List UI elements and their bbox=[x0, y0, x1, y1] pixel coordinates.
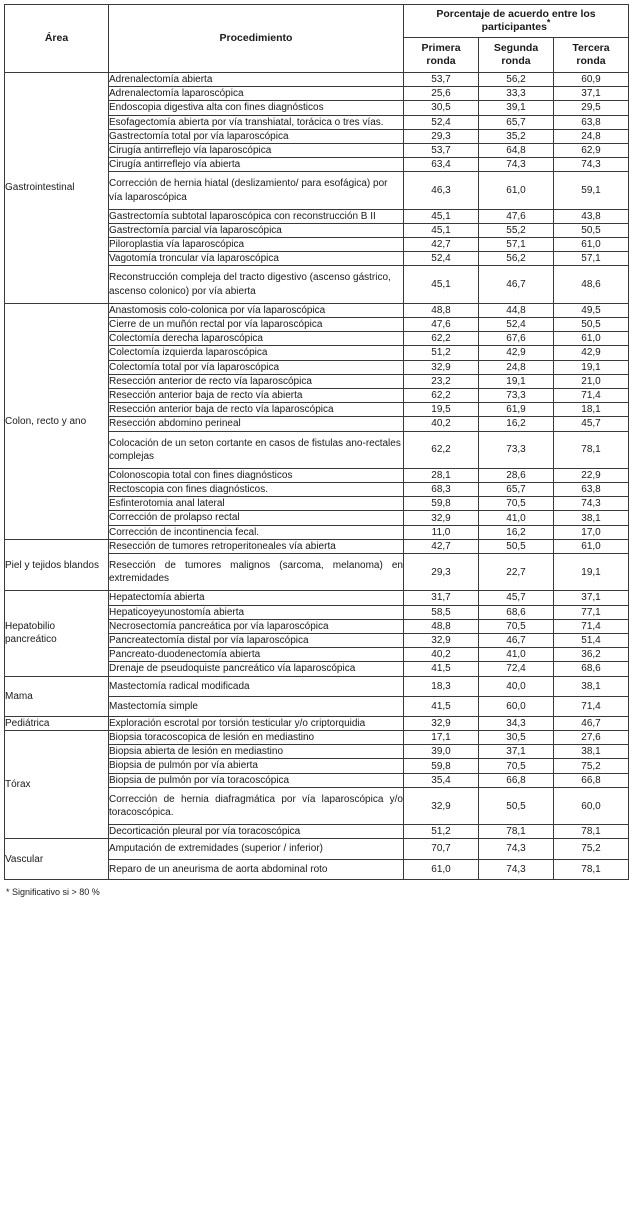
column-header-round-1 bbox=[404, 38, 479, 73]
round-3-value-cell: 63,8 bbox=[554, 483, 629, 497]
round-3-value-cell: 37,1 bbox=[554, 591, 629, 605]
procedure-cell: Rectoscopia con fines diagnósticos. bbox=[109, 483, 404, 497]
round-3-value-cell: 50,5 bbox=[554, 318, 629, 332]
round-1-value-cell: 45,1 bbox=[404, 209, 479, 223]
round-3-value-cell: 37,1 bbox=[554, 87, 629, 101]
procedure-cell: Pancreatectomía distal por vía laparoscópica bbox=[109, 633, 404, 647]
round-3-value-cell: 38,1 bbox=[554, 676, 629, 696]
table-row bbox=[5, 591, 629, 605]
round-2-value-cell: 70,5 bbox=[479, 759, 554, 773]
group-header-text: Porcentaje de acuerdo entre los participantes bbox=[436, 7, 596, 33]
procedure-cell: Anastomosis colo-colonica por vía laparoscópica bbox=[109, 303, 404, 317]
round-2-value-cell: 30,5 bbox=[479, 731, 554, 745]
procedure-cell: Resección anterior de recto vía laparoscópica bbox=[109, 374, 404, 388]
round-3-value-cell: 68,6 bbox=[554, 662, 629, 676]
round-3-value-cell: 75,2 bbox=[554, 839, 629, 859]
round-2-value-cell: 74,3 bbox=[479, 158, 554, 172]
round-2-value-cell: 73,3 bbox=[479, 388, 554, 402]
round-3-value-cell: 78,1 bbox=[554, 431, 629, 468]
round-2-value-cell: 50,5 bbox=[479, 539, 554, 553]
round-1-value-cell: 30,5 bbox=[404, 101, 479, 115]
round-2-value-cell: 42,9 bbox=[479, 346, 554, 360]
round-2-value-cell: 47,6 bbox=[479, 209, 554, 223]
round-1-value-cell: 32,9 bbox=[404, 716, 479, 730]
round-2-value-cell: 70,5 bbox=[479, 619, 554, 633]
table-body bbox=[5, 73, 629, 880]
round-1-value-cell: 61,0 bbox=[404, 859, 479, 879]
area-cell: Colon, recto y ano bbox=[5, 303, 109, 539]
round-2-value-cell: 44,8 bbox=[479, 303, 554, 317]
procedure-cell: Resección anterior baja de recto vía abierta bbox=[109, 388, 404, 402]
round-3-value-cell: 77,1 bbox=[554, 605, 629, 619]
round-2-value-cell: 65,7 bbox=[479, 483, 554, 497]
round-1-value-cell: 47,6 bbox=[404, 318, 479, 332]
round-3-value-cell: 71,4 bbox=[554, 619, 629, 633]
round-2-value-cell: 73,3 bbox=[479, 431, 554, 468]
table-row bbox=[5, 676, 629, 696]
round-2-value-cell: 72,4 bbox=[479, 662, 554, 676]
round-3-value-cell: 50,5 bbox=[554, 223, 629, 237]
round-2-value-cell: 70,5 bbox=[479, 497, 554, 511]
procedure-cell: Vagotomía troncular vía laparoscópica bbox=[109, 252, 404, 266]
round-1-value-cell: 68,3 bbox=[404, 483, 479, 497]
round-3-value-cell: 59,1 bbox=[554, 172, 629, 209]
round-1-value-cell: 46,3 bbox=[404, 172, 479, 209]
round-2-value-cell: 40,0 bbox=[479, 676, 554, 696]
area-cell: Hepatobilio pancreático bbox=[5, 591, 109, 676]
area-cell: Piel y tejidos blandos bbox=[5, 539, 109, 591]
round-2-value-cell: 46,7 bbox=[479, 266, 554, 303]
round-2-value-cell: 61,9 bbox=[479, 403, 554, 417]
round-2-value-cell: 28,6 bbox=[479, 468, 554, 482]
procedure-cell: Hepaticoyeyunostomía abierta bbox=[109, 605, 404, 619]
round-3-value-cell: 60,9 bbox=[554, 73, 629, 87]
round-1-value-cell: 63,4 bbox=[404, 158, 479, 172]
column-header-round-2 bbox=[479, 38, 554, 73]
column-header-area: Área bbox=[5, 5, 109, 73]
round-1-value-cell: 29,3 bbox=[404, 129, 479, 143]
round-3-value-cell: 42,9 bbox=[554, 346, 629, 360]
round-1-line-1: Primera bbox=[421, 41, 461, 54]
round-1-value-cell: 59,8 bbox=[404, 497, 479, 511]
table-header bbox=[5, 5, 629, 73]
table-row bbox=[5, 716, 629, 730]
area-cell: Tórax bbox=[5, 731, 109, 839]
procedure-cell: Colectomía total por vía laparoscópica bbox=[109, 360, 404, 374]
round-3-value-cell: 71,4 bbox=[554, 388, 629, 402]
round-2-value-cell: 34,3 bbox=[479, 716, 554, 730]
procedure-cell: Biopsia de pulmón por vía toracoscópica bbox=[109, 773, 404, 787]
group-header-asterisk: * bbox=[546, 17, 551, 28]
round-2-value-cell: 22,7 bbox=[479, 554, 554, 591]
procedure-cell: Adrenalectomía laparoscópica bbox=[109, 87, 404, 101]
procedure-cell: Hepatectomía abierta bbox=[109, 591, 404, 605]
round-1-value-cell: 32,9 bbox=[404, 633, 479, 647]
procedure-cell: Corrección de prolapso rectal bbox=[109, 511, 404, 525]
round-3-value-cell: 60,0 bbox=[554, 787, 629, 824]
procedure-cell: Piloroplastia vía laparoscópica bbox=[109, 238, 404, 252]
round-3-value-cell: 66,8 bbox=[554, 773, 629, 787]
round-2-value-cell: 41,0 bbox=[479, 511, 554, 525]
round-3-value-cell: 62,9 bbox=[554, 143, 629, 157]
procedure-cell: Biopsia de pulmón por vía abierta bbox=[109, 759, 404, 773]
round-1-value-cell: 53,7 bbox=[404, 143, 479, 157]
round-1-value-cell: 52,4 bbox=[404, 115, 479, 129]
round-3-value-cell: 24,8 bbox=[554, 129, 629, 143]
header-row-top bbox=[5, 5, 629, 38]
procedure-cell: Corrección de hernia hiatal (deslizamiento/ para esofágica) por vía laparoscópica bbox=[109, 172, 404, 209]
procedure-cell: Reconstrucción compleja del tracto digestivo (ascenso gástrico, ascenso colonico) por vía abierta bbox=[109, 266, 404, 303]
round-1-value-cell: 40,2 bbox=[404, 417, 479, 431]
round-2-value-cell: 24,8 bbox=[479, 360, 554, 374]
round-1-value-cell: 28,1 bbox=[404, 468, 479, 482]
round-3-line-1: Tercera bbox=[572, 41, 610, 54]
round-3-value-cell: 19,1 bbox=[554, 360, 629, 374]
column-header-round-3 bbox=[554, 38, 629, 73]
table-footnote: * Significativo si > 80 % bbox=[6, 886, 100, 897]
round-2-value-cell: 52,4 bbox=[479, 318, 554, 332]
round-1-value-cell: 70,7 bbox=[404, 839, 479, 859]
round-1-value-cell: 35,4 bbox=[404, 773, 479, 787]
round-1-value-cell: 51,2 bbox=[404, 825, 479, 839]
round-1-value-cell: 32,9 bbox=[404, 360, 479, 374]
procedure-cell: Cirugía antirreflejo vía laparoscópica bbox=[109, 143, 404, 157]
round-1-value-cell: 41,5 bbox=[404, 696, 479, 716]
procedure-cell: Esofagectomía abierta por vía transhiatal, torácica o tres vías. bbox=[109, 115, 404, 129]
round-2-value-cell: 55,2 bbox=[479, 223, 554, 237]
round-2-value-cell: 16,2 bbox=[479, 525, 554, 539]
procedure-cell: Adrenalectomía abierta bbox=[109, 73, 404, 87]
procedure-cell: Necrosectomía pancreática por vía laparoscópica bbox=[109, 619, 404, 633]
procedure-cell: Pancreato-duodenectomía abierta bbox=[109, 648, 404, 662]
procedure-cell: Biopsia abierta de lesión en mediastino bbox=[109, 745, 404, 759]
procedure-cell: Resección de tumores retroperitoneales vía abierta bbox=[109, 539, 404, 553]
table-row bbox=[5, 839, 629, 859]
round-3-value-cell: 63,8 bbox=[554, 115, 629, 129]
round-2-value-cell: 74,3 bbox=[479, 839, 554, 859]
round-1-value-cell: 51,2 bbox=[404, 346, 479, 360]
table-row bbox=[5, 539, 629, 553]
column-header-group-percentage bbox=[404, 5, 629, 38]
round-2-line-1: Segunda bbox=[493, 41, 539, 54]
procedure-cell: Decorticación pleural por vía toracoscópica bbox=[109, 825, 404, 839]
round-1-value-cell: 62,2 bbox=[404, 431, 479, 468]
procedure-cell: Drenaje de pseudoquiste pancreático vía laparoscópica bbox=[109, 662, 404, 676]
round-3-value-cell: 18,1 bbox=[554, 403, 629, 417]
round-1-value-cell: 25,6 bbox=[404, 87, 479, 101]
procedure-cell: Colocación de un seton cortante en casos de fistulas ano-rectales complejas bbox=[109, 431, 404, 468]
round-1-value-cell: 48,8 bbox=[404, 619, 479, 633]
round-2-value-cell: 33,3 bbox=[479, 87, 554, 101]
round-3-value-cell: 27,6 bbox=[554, 731, 629, 745]
procedure-cell: Resección de tumores malignos (sarcoma, melanoma) en extremidades bbox=[109, 554, 404, 591]
round-1-value-cell: 17,1 bbox=[404, 731, 479, 745]
round-1-value-cell: 52,4 bbox=[404, 252, 479, 266]
column-header-procedimiento: Procedimiento bbox=[109, 5, 404, 73]
round-3-value-cell: 78,1 bbox=[554, 825, 629, 839]
procedure-cell: Colectomía derecha laparoscópica bbox=[109, 332, 404, 346]
round-3-value-cell: 29,5 bbox=[554, 101, 629, 115]
procedure-cell: Cierre de un muñón rectal por vía laparoscópica bbox=[109, 318, 404, 332]
round-2-value-cell: 64,8 bbox=[479, 143, 554, 157]
round-2-value-cell: 57,1 bbox=[479, 238, 554, 252]
procedure-cell: Mastectomía radical modificada bbox=[109, 676, 404, 696]
round-3-value-cell: 36,2 bbox=[554, 648, 629, 662]
round-3-value-cell: 22,9 bbox=[554, 468, 629, 482]
procedure-cell: Resección abdomino perineal bbox=[109, 417, 404, 431]
round-2-value-cell: 37,1 bbox=[479, 745, 554, 759]
procedure-cell: Amputación de extremidades (superior / inferior) bbox=[109, 839, 404, 859]
round-1-value-cell: 32,9 bbox=[404, 787, 479, 824]
round-3-value-cell: 21,0 bbox=[554, 374, 629, 388]
round-2-value-cell: 39,1 bbox=[479, 101, 554, 115]
round-1-value-cell: 29,3 bbox=[404, 554, 479, 591]
round-1-value-cell: 45,1 bbox=[404, 266, 479, 303]
round-1-value-cell: 41,5 bbox=[404, 662, 479, 676]
procedure-cell: Biopsia toracoscopica de lesión en mediastino bbox=[109, 731, 404, 745]
round-1-value-cell: 59,8 bbox=[404, 759, 479, 773]
procedure-cell: Mastectomía simple bbox=[109, 696, 404, 716]
round-1-line-2: ronda bbox=[426, 55, 456, 67]
round-3-value-cell: 17,0 bbox=[554, 525, 629, 539]
round-2-value-cell: 56,2 bbox=[479, 73, 554, 87]
procedure-cell: Gastrectomía total por vía laparoscópica bbox=[109, 129, 404, 143]
round-2-value-cell: 16,2 bbox=[479, 417, 554, 431]
round-3-value-cell: 48,6 bbox=[554, 266, 629, 303]
area-cell: Gastrointestinal bbox=[5, 73, 109, 304]
round-2-value-cell: 19,1 bbox=[479, 374, 554, 388]
round-2-value-cell: 68,6 bbox=[479, 605, 554, 619]
round-3-value-cell: 75,2 bbox=[554, 759, 629, 773]
round-2-value-cell: 35,2 bbox=[479, 129, 554, 143]
area-cell: Pediátrica bbox=[5, 716, 109, 730]
round-2-value-cell: 45,7 bbox=[479, 591, 554, 605]
area-cell: Mama bbox=[5, 676, 109, 716]
procedure-cell: Gastrectomía parcial vía laparoscópica bbox=[109, 223, 404, 237]
round-1-value-cell: 40,2 bbox=[404, 648, 479, 662]
round-3-value-cell: 74,3 bbox=[554, 497, 629, 511]
round-2-value-cell: 50,5 bbox=[479, 787, 554, 824]
round-1-value-cell: 53,7 bbox=[404, 73, 479, 87]
procedure-cell: Colectomía izquierda laparoscópica bbox=[109, 346, 404, 360]
agreement-percentage-table bbox=[4, 4, 629, 880]
round-3-value-cell: 38,1 bbox=[554, 745, 629, 759]
table-row bbox=[5, 303, 629, 317]
round-2-value-cell: 66,8 bbox=[479, 773, 554, 787]
procedure-cell: Corrección de hernia diafragmática por vía laparoscópica y/o toracoscópica. bbox=[109, 787, 404, 824]
round-2-line-2: ronda bbox=[501, 55, 531, 67]
procedure-cell: Gastrectomía subtotal laparoscópica con reconstrucción B II bbox=[109, 209, 404, 223]
round-1-value-cell: 19,5 bbox=[404, 403, 479, 417]
round-2-value-cell: 61,0 bbox=[479, 172, 554, 209]
round-3-value-cell: 78,1 bbox=[554, 859, 629, 879]
round-1-value-cell: 42,7 bbox=[404, 539, 479, 553]
round-1-value-cell: 62,2 bbox=[404, 388, 479, 402]
round-1-value-cell: 45,1 bbox=[404, 223, 479, 237]
procedure-cell: Resección anterior baja de recto vía laparoscópica bbox=[109, 403, 404, 417]
procedure-cell: Colonoscopia total con fines diagnósticos bbox=[109, 468, 404, 482]
round-3-value-cell: 71,4 bbox=[554, 696, 629, 716]
round-3-line-2: ronda bbox=[576, 55, 606, 67]
round-1-value-cell: 39,0 bbox=[404, 745, 479, 759]
round-2-value-cell: 41,0 bbox=[479, 648, 554, 662]
round-2-value-cell: 56,2 bbox=[479, 252, 554, 266]
round-1-value-cell: 32,9 bbox=[404, 511, 479, 525]
round-2-value-cell: 78,1 bbox=[479, 825, 554, 839]
round-2-value-cell: 67,6 bbox=[479, 332, 554, 346]
round-3-value-cell: 19,1 bbox=[554, 554, 629, 591]
round-1-value-cell: 31,7 bbox=[404, 591, 479, 605]
round-2-value-cell: 65,7 bbox=[479, 115, 554, 129]
round-1-value-cell: 23,2 bbox=[404, 374, 479, 388]
round-3-value-cell: 45,7 bbox=[554, 417, 629, 431]
round-3-value-cell: 61,0 bbox=[554, 539, 629, 553]
procedure-cell: Cirugía antirreflejo vía abierta bbox=[109, 158, 404, 172]
round-2-value-cell: 60,0 bbox=[479, 696, 554, 716]
round-3-value-cell: 43,8 bbox=[554, 209, 629, 223]
procedure-cell: Exploración escrotal por torsión testicular y/o criptorquidia bbox=[109, 716, 404, 730]
round-3-value-cell: 74,3 bbox=[554, 158, 629, 172]
procedure-cell: Reparo de un aneurisma de aorta abdominal roto bbox=[109, 859, 404, 879]
table-row bbox=[5, 73, 629, 87]
round-1-value-cell: 11,0 bbox=[404, 525, 479, 539]
procedure-cell: Esfinterotomia anal lateral bbox=[109, 497, 404, 511]
round-2-value-cell: 74,3 bbox=[479, 859, 554, 879]
table-row bbox=[5, 731, 629, 745]
round-3-value-cell: 61,0 bbox=[554, 238, 629, 252]
round-1-value-cell: 58,5 bbox=[404, 605, 479, 619]
round-2-value-cell: 46,7 bbox=[479, 633, 554, 647]
round-1-value-cell: 62,2 bbox=[404, 332, 479, 346]
round-3-value-cell: 51,4 bbox=[554, 633, 629, 647]
round-3-value-cell: 57,1 bbox=[554, 252, 629, 266]
round-1-value-cell: 48,8 bbox=[404, 303, 479, 317]
round-3-value-cell: 61,0 bbox=[554, 332, 629, 346]
round-3-value-cell: 38,1 bbox=[554, 511, 629, 525]
procedure-cell: Corrección de incontinencia fecal. bbox=[109, 525, 404, 539]
round-3-value-cell: 46,7 bbox=[554, 716, 629, 730]
round-3-value-cell: 49,5 bbox=[554, 303, 629, 317]
procedure-cell: Endoscopia digestiva alta con fines diagnósticos bbox=[109, 101, 404, 115]
round-1-value-cell: 42,7 bbox=[404, 238, 479, 252]
area-cell: Vascular bbox=[5, 839, 109, 879]
round-1-value-cell: 18,3 bbox=[404, 676, 479, 696]
